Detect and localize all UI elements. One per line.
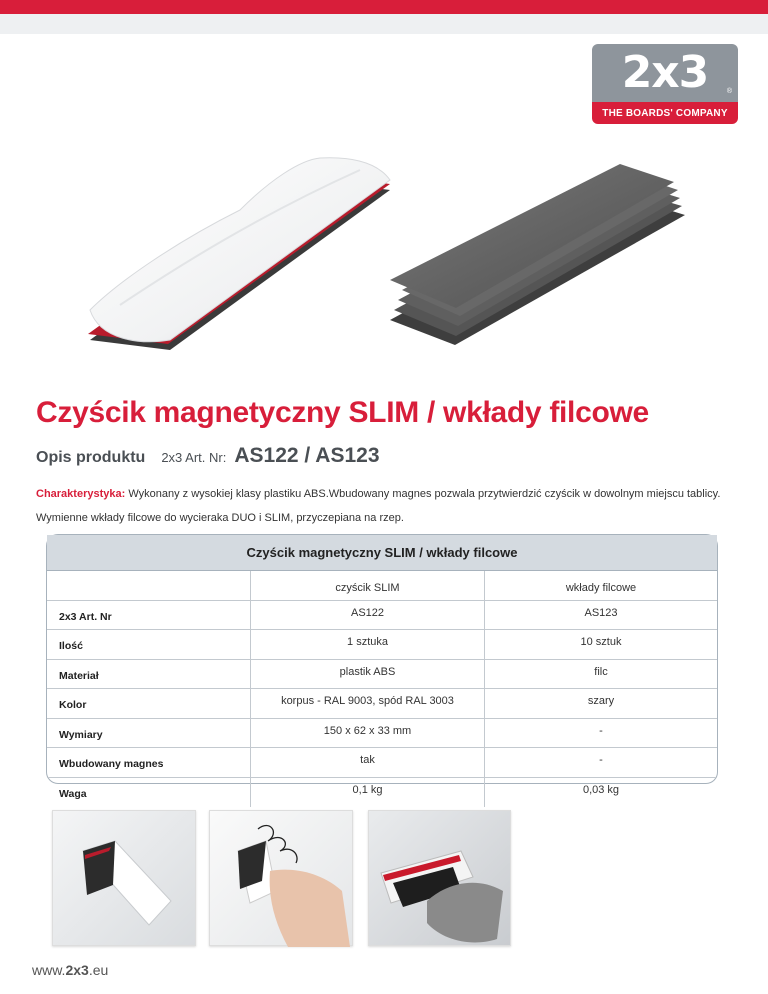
- table-header-cell: [47, 571, 251, 600]
- table-row: [47, 748, 717, 778]
- row-value-felt: szary: [587, 695, 615, 707]
- logo-tagline: THE BOARDS' COMPANY: [592, 102, 738, 124]
- row-label: Waga: [47, 778, 251, 808]
- row-label: Ilość: [47, 630, 251, 659]
- row-label: Wymiary: [47, 719, 251, 748]
- row-value-felt: filc: [594, 665, 608, 678]
- row-value-felt: AS123: [584, 606, 618, 619]
- table-row: [47, 660, 717, 690]
- description-text: Wykonany z wysokiej klasy plastiku ABS.Wbudowany magnes pozwala przytwierdzić czyścik w dowolnym miejscu tablicy. Wymienne wkłady filcowe do wycieraka DUO i SLIM, przyczepiana na rzep.: [36, 488, 721, 524]
- row-value-felt: -: [599, 754, 603, 766]
- footer-url-suffix: .eu: [88, 962, 109, 978]
- row-value-slim: plastik ABS: [251, 660, 485, 689]
- description-label: Charakterystyka:: [36, 488, 126, 500]
- article-numbers: AS122 / AS123: [234, 444, 380, 467]
- row-value-slim: 150 x 62 x 33 mm: [251, 719, 485, 748]
- table-row: [47, 719, 717, 749]
- table-row: [47, 630, 717, 660]
- spec-table-title: Czyścik magnetyczny SLIM / wkłady filcowe: [47, 535, 717, 571]
- row-value-slim: korpus - RAL 9003, spód RAL 3003: [251, 689, 485, 718]
- row-value-slim: AS122: [251, 601, 485, 630]
- photo-eraser-on-board: [52, 810, 196, 946]
- table-header-cell: czyścik SLIM: [251, 571, 485, 600]
- logo-mark: 2x3: [621, 47, 709, 98]
- felt-pads-illustration: [390, 164, 685, 345]
- row-value-slim: 1 sztuka: [251, 630, 485, 659]
- row-value-slim: tak: [251, 748, 485, 777]
- spec-table: [46, 534, 718, 800]
- table-row: [47, 689, 717, 719]
- brand-logo: [592, 44, 738, 124]
- top-red-bar: [0, 0, 768, 14]
- row-label: Kolor: [47, 689, 251, 718]
- table-row: [47, 778, 717, 808]
- subtitle-row: [36, 444, 380, 468]
- row-label: Wbudowany magnes: [47, 748, 251, 777]
- photo-wiping-board: [209, 810, 353, 946]
- row-label: Materiał: [47, 660, 251, 689]
- top-gray-band: [0, 14, 768, 34]
- photo-eraser-with-felt: [368, 810, 511, 946]
- eraser-illustration: [88, 158, 390, 350]
- table-header-cell: wkłady filcowe: [565, 582, 637, 594]
- row-value-felt: -: [599, 724, 603, 737]
- row-value-felt: 0,03 kg: [582, 783, 620, 796]
- row-value-felt: 10 sztuk: [580, 636, 622, 648]
- product-description: [36, 482, 736, 530]
- footer-url[interactable]: [32, 962, 108, 978]
- logo-mark-box: [592, 44, 738, 102]
- footer-url-brand: 2x3: [65, 962, 89, 978]
- article-label: 2x3 Art. Nr:: [161, 450, 227, 465]
- logo-registered: ®: [726, 88, 732, 95]
- row-value-slim: 0,1 kg: [251, 778, 485, 808]
- table-header-row: [47, 571, 717, 601]
- table-row: [47, 601, 717, 631]
- section-label: Opis produktu: [36, 449, 146, 466]
- product-title: Czyścik magnetyczny SLIM / wkłady filcowe: [36, 396, 649, 429]
- footer-url-prefix: www.: [32, 962, 66, 978]
- row-label: 2x3 Art. Nr: [47, 601, 251, 630]
- hero-product-image: [60, 140, 700, 380]
